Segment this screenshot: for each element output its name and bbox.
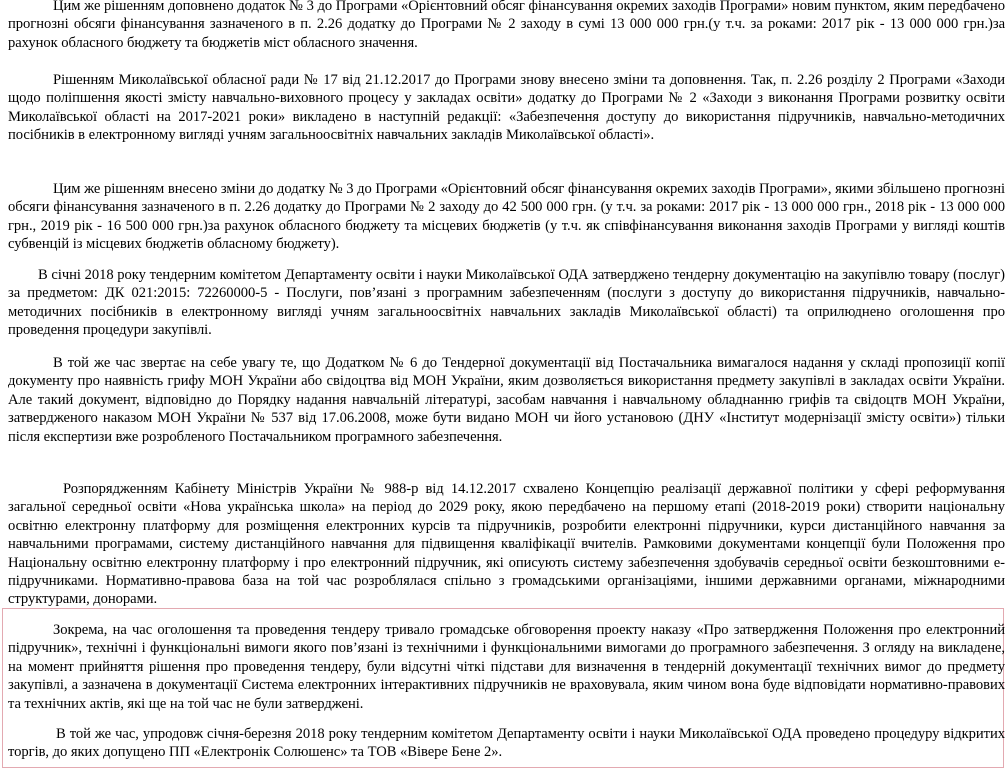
paragraph-annex6-requirement: В той же час звертає на себе увагу те, що Додатком № 6 до Тендерної документації від Постачальника вимагалося надання у складі пропозиції копії документу про наявність грифу МОН України або свідоцтва від МОН України, яким дозволяється використання предмету закупівлі в закладах освіти України. Але такий документ, відповідно до Порядку надання навчальній літературі, засобам навчання і навчальному обладнанню грифів та свідоцтв МОН України, затвердженого наказом МОН України № 537 від 17.06.2008, може бути видано МОН чи його установою (ДНУ «Інститут модернізації змісту освіти») тільки після експертизи вже розробленого Постачальником програмного забезпечення.	[8, 355, 1005, 445]
paragraph-tender-documentation: В січні 2018 року тендерним комітетом Департаменту освіти і науки Миколаївської ОДА затверджено тендерну документацію на закупівлю товару (послуг) за предметом: ДК 021:2015: 72260000-5 - Послуги, пов’язані з програмним забезпеченням (послуги з доступу до використання підручників, навчально-методичних посібників в електронному вигляді учням загальноосвітніх навчальних закладів Миколаївської області) та оприлюднено оголошення про проведення процедури закупівлі.	[8, 267, 1005, 339]
paragraph-public-discussion: Зокрема, на час оголошення та проведення тендеру тривало громадське обговорення проекту наказу «Про затвердження Положення про електронний підручник», технічні і функціональні вимоги якого пов’язані із технічними і функціональними вимогами до програмного забезпечення. З огляду на викладене, на момент прийняття рішення про проведення тендеру, були відсутні чіткі підстави для визначення в тендерній документації технічних вимог до предмету закупівлі, а зазначена в документації Система електронних інтерактивних підручників не враховувала, яким чином вона буде відповідати нормативно-правових та технічних актів, які ще на той час не були затверджені.	[8, 622, 1005, 712]
paragraph-council-decision-17: Рішенням Миколаївської обласної ради № 17 від 21.12.2017 до Програми знову внесено зміни та доповнення. Так, п. 2.26 розділу 2 Програми «Заходи щодо поліпшення якості змісту навчально-виховного процесу у закладах освіти» додатку до Програми № 2 «Заходи з виконання Програми розвитку освіти Миколаївської області на 2017-2021 роки» викладено в наступній редакції: «Забезпечення доступу до використання підручників, навчально-методичних посібників в електронному вигляді учням загальноосвітніх навчальних закладів Миколаївської області».	[8, 72, 1005, 144]
paragraph-annex3-addition: Цим же рішенням доповнено додаток № 3 до Програми «Орієнтовний обсяг фінансування окремих заходів Програми» новим пунктом, яким передбачено прогнозні обсяги фінансування зазначеного в п. 2.26 додатку до Програми № 2 заходу в сумі 13 000 000 грн.(у т.ч. за роками: 2017 рік - 13 000 000 грн.)за рахунок обласного бюджету та бюджетів міст обласного значення.	[8, 0, 1005, 51]
paragraph-annex3-changes: Цим же рішенням внесено зміни до додатку № 3 до Програми «Орієнтовний обсяг фінансування окремих заходів Програми», якими збільшено прогнозні обсяги фінансування зазначеного в п. 2.26 додатку до Програми № 2 заходу до 42 500 000 грн. (у т.ч. за роками: 2017 рік - 13 000 000 грн., 2018 рік - 13 000 000 грн., 2019 рік - 16 500 000 грн.)за рахунок обласного бюджету та місцевих бюджетів (у т.ч. як співфінансування виконання заходів Програми у вигляді коштів субвенцій із місцевих бюджетів обласному бюджету).	[8, 181, 1005, 253]
paragraph-cabinet-order-988: Розпорядженням Кабінету Міністрів України № 988-р від 14.12.2017 схвалено Концепцію реалізації державної політики у сфері реформування загальної середньої освіти «Нова українська школа» на період до 2029 року, якою передбачено на першому етапі (2018-2019 роки) створити національну освітню електронну платформу для розміщення електронних курсів та підручників, розробити електронні підручники, курси дистанційного навчання за навчальними програмами, систему дистанційного навчання для підвищення кваліфікації вчителів. Рамковими документами концепції були Положення про Національну освітню електронну платформу і про електронний підручник, які описують систему забезпечення здобувачів середньої освіти безкоштовними е-підручниками. Нормативно-правова база на той час розроблялася спільно з громадськими організаціями, іншими державними органами, міжнародними структурами, донорами.	[8, 481, 1005, 608]
paragraph-open-tender: В той же час, упродовж січня-березня 2018 року тендерним комітетом Департаменту освіти і науки Миколаївської ОДА проведено процедуру відкритих торгів, до яких допущено ПП «Електронік Солюшенс» та ТОВ «Вівере Бене 2».	[8, 726, 1005, 761]
